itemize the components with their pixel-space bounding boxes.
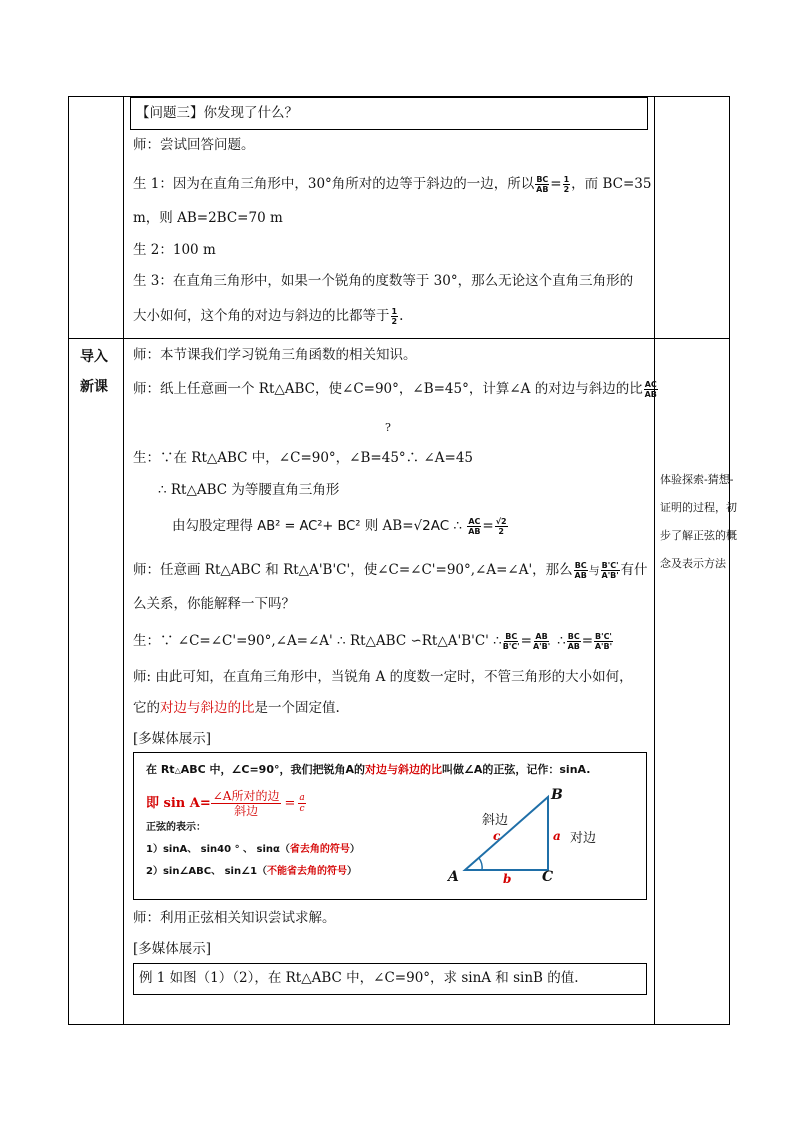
side-note-line: 体验探索-猜想-: [660, 473, 734, 486]
highlight-ratio: 对边与斜边的比: [160, 700, 255, 716]
period: .: [399, 308, 404, 324]
formula-num: ∠A所对的边: [212, 789, 280, 803]
teacher-prompt: 师：尝试回答问题。: [133, 137, 255, 153]
section-label-line1: 导入: [80, 349, 108, 365]
frac-num: B'C': [595, 632, 612, 641]
formula-a: a: [299, 793, 305, 803]
student1-answer: [133, 175, 651, 194]
vertex-a: A: [448, 869, 459, 885]
student-reason-line1: 生：∵在 Rt△ABC 中，∠C=90°，∠B=45°∴ ∠A=45: [133, 450, 473, 466]
side-note-line: 证明的过程，初: [660, 501, 737, 514]
example-1: 例 1 如图（1）（2），在 Rt△ABC 中，∠C=90°，求 sinA 和 sinB 的值.: [139, 970, 579, 986]
teacher-line3b: 么关系，你能解释一下吗？: [133, 596, 295, 612]
formula-ac: [298, 793, 305, 814]
frac-den: B'C': [502, 642, 520, 651]
frac-num: 1: [563, 175, 570, 184]
frac-num: AC: [468, 517, 481, 526]
frac-num: BC: [505, 632, 518, 641]
side-a-label: a: [553, 829, 561, 843]
representation-1: [146, 842, 360, 858]
therefore: ∴: [557, 633, 566, 649]
student3-line2: [133, 307, 403, 326]
representation-2: [146, 864, 357, 880]
student-similar: [133, 632, 614, 651]
fraction-bc-ab: [535, 175, 549, 194]
teacher-line3-text: 师：任意画 Rt△ABC 和 Rt△A'B'C'，使∠C=∠C'=90°,∠A=∠A'，那么: [133, 562, 573, 578]
formula-fraction: [211, 789, 282, 818]
sine-formula: [146, 789, 306, 818]
student2-answer: 生 2：100 m: [133, 242, 216, 258]
frac-num: BC: [567, 632, 580, 641]
student1-text: 生 1：因为在直角三角形中，30°角所对的边等于斜边的一边，所以: [133, 176, 535, 192]
student1-line2: m，则 AB=2BC=70 m: [133, 210, 283, 226]
frac-den: AB: [536, 185, 549, 194]
pythagoras-formula: AB² = AC²+ BC²: [257, 519, 361, 534]
angle-arc: [479, 858, 482, 870]
intro-line2-text: 师：纸上任意画一个 Rt△ABC，使∠C=90°，∠B=45°，计算∠A 的对边与斜边的比: [133, 381, 643, 397]
frac-den: AB: [567, 642, 580, 651]
fraction-b'c'-a'b': [601, 561, 620, 580]
frac-num: AB: [535, 632, 548, 641]
equals: =: [581, 633, 594, 649]
question-mark: ?: [385, 421, 391, 434]
student-reason-line3: [172, 517, 509, 536]
frac-den: AB: [574, 571, 587, 580]
frac-num: AC: [644, 380, 657, 389]
media-label-2: [多媒体展示]: [133, 941, 212, 957]
table-col1-divider: [123, 96, 124, 1025]
student3-text: 大小如何，这个角的对边与斜边的比都等于: [133, 308, 390, 324]
teacher-conclusion-line1: 师: 由此可知，在直角三角形中，当锐角 A 的度数一定时，不管三角形的大小如何，: [133, 669, 633, 685]
teacher-conclusion-line2: [133, 700, 340, 716]
frac-den: AB: [644, 390, 657, 399]
and-symbol: 与: [588, 564, 600, 577]
teacher-try-solve: 师：利用正弦相关知识尝试求解。: [133, 910, 336, 926]
hypotenuse-label: 斜边: [482, 813, 509, 828]
equals: =: [520, 633, 532, 649]
text: 叫做∠A的正弦，记作：sinA.: [442, 763, 591, 776]
highlight: 对边与斜边的比: [365, 763, 442, 776]
sqrt-expression: √2AC: [413, 518, 450, 534]
triangle-symbol: △: [174, 766, 181, 775]
text: ）: [349, 844, 360, 855]
text: 它的: [133, 700, 160, 716]
side-note-line: 步了解正弦的概: [660, 529, 737, 542]
frac-den: 2: [563, 185, 570, 194]
side-note-line: 念及表示方法: [660, 557, 726, 570]
problem3-title: 【问题三】你发现了什么？: [136, 105, 298, 121]
definition-line: [146, 762, 590, 779]
table-bottom-border: [68, 1024, 730, 1025]
text: 2）sin∠ABC、 sin∠1（: [146, 866, 268, 877]
formula-prefix: 即 sin A=: [146, 796, 211, 811]
frac-num: BC: [536, 175, 549, 184]
formula-c: c: [299, 804, 305, 814]
highlight: 省去角的符号: [289, 844, 350, 855]
student3-line1: 生 3：在直角三角形中，如果一个锐角的度数等于 30°，那么无论这个直角三角形的: [133, 273, 634, 289]
pythagoras-text: 由勾股定理得: [172, 518, 258, 534]
formula-den: 斜边: [234, 804, 259, 818]
frac-num: √2: [495, 517, 507, 526]
intro-line1: 师：本节课我们学习锐角三角函数的相关知识。: [133, 347, 417, 363]
frac-den: AB: [468, 527, 481, 536]
frac-num: 1: [391, 307, 398, 316]
side-b-label: b: [503, 872, 512, 886]
fraction-1: [503, 632, 520, 651]
fraction-half: [563, 175, 571, 194]
text: 是一个固定值.: [254, 700, 340, 716]
representation-title: 正弦的表示：: [146, 822, 206, 833]
frac-den: 2: [391, 317, 398, 326]
media-label-1: [多媒体展示]: [133, 731, 212, 747]
fraction-sqrt2-2: [495, 517, 508, 536]
table-row-divider: [68, 338, 730, 339]
side-c-label: c: [493, 829, 501, 843]
equals: =: [482, 518, 494, 534]
intro-line2: [133, 380, 659, 399]
frac-num: BC: [574, 561, 587, 570]
frac-den: A'B': [532, 642, 551, 651]
student1-tail: ，而 BC=35: [571, 176, 652, 192]
text: 1）sinA、 sin40 ° 、 sinα（: [146, 844, 290, 855]
frac-num: B'C': [601, 561, 619, 570]
then-text: 则 AB=: [360, 518, 414, 534]
fraction-2: [533, 632, 550, 651]
teacher-line3: [133, 561, 648, 580]
fraction-3: [567, 632, 581, 651]
right-triangle-diagram: [430, 780, 630, 892]
fraction-ac-ab: [644, 380, 658, 399]
vertex-c: C: [542, 869, 554, 885]
vertex-b: B: [551, 787, 563, 803]
opposite-label: 对边: [570, 831, 597, 846]
table-col2-divider: [654, 96, 655, 1025]
triangle-shape: [465, 797, 548, 870]
frac-den: 2: [498, 527, 504, 536]
equals: =: [284, 796, 296, 811]
teacher-line3-tail: 有什: [620, 562, 648, 578]
text: 在 Rt: [146, 763, 175, 776]
student-similar-text: 生：∵ ∠C=∠C'=90°,∠A=∠A' ∴ Rt△ABC ∽Rt△A'B'C' ∴: [133, 633, 502, 649]
table-left-border: [68, 96, 69, 1025]
fraction-bc-ab: [574, 561, 588, 580]
therefore: ∴: [449, 518, 467, 534]
fraction-half: [391, 307, 399, 326]
fraction-ac-ab: [467, 517, 481, 536]
frac-den: A'B': [594, 642, 613, 651]
side-note: [660, 466, 746, 578]
text: ）: [347, 866, 358, 877]
fraction-4: [594, 632, 613, 651]
equals: =: [550, 176, 562, 192]
section-label-line2: 新课: [80, 379, 108, 395]
text: ABC 中，∠C=90°，我们把锐角A的: [180, 763, 365, 776]
highlight: 不能省去角的符号: [267, 866, 348, 877]
student-reason-line2: ∴ Rt△ABC 为等腰直角三角形: [158, 482, 340, 498]
frac-den: A'B': [601, 571, 619, 580]
